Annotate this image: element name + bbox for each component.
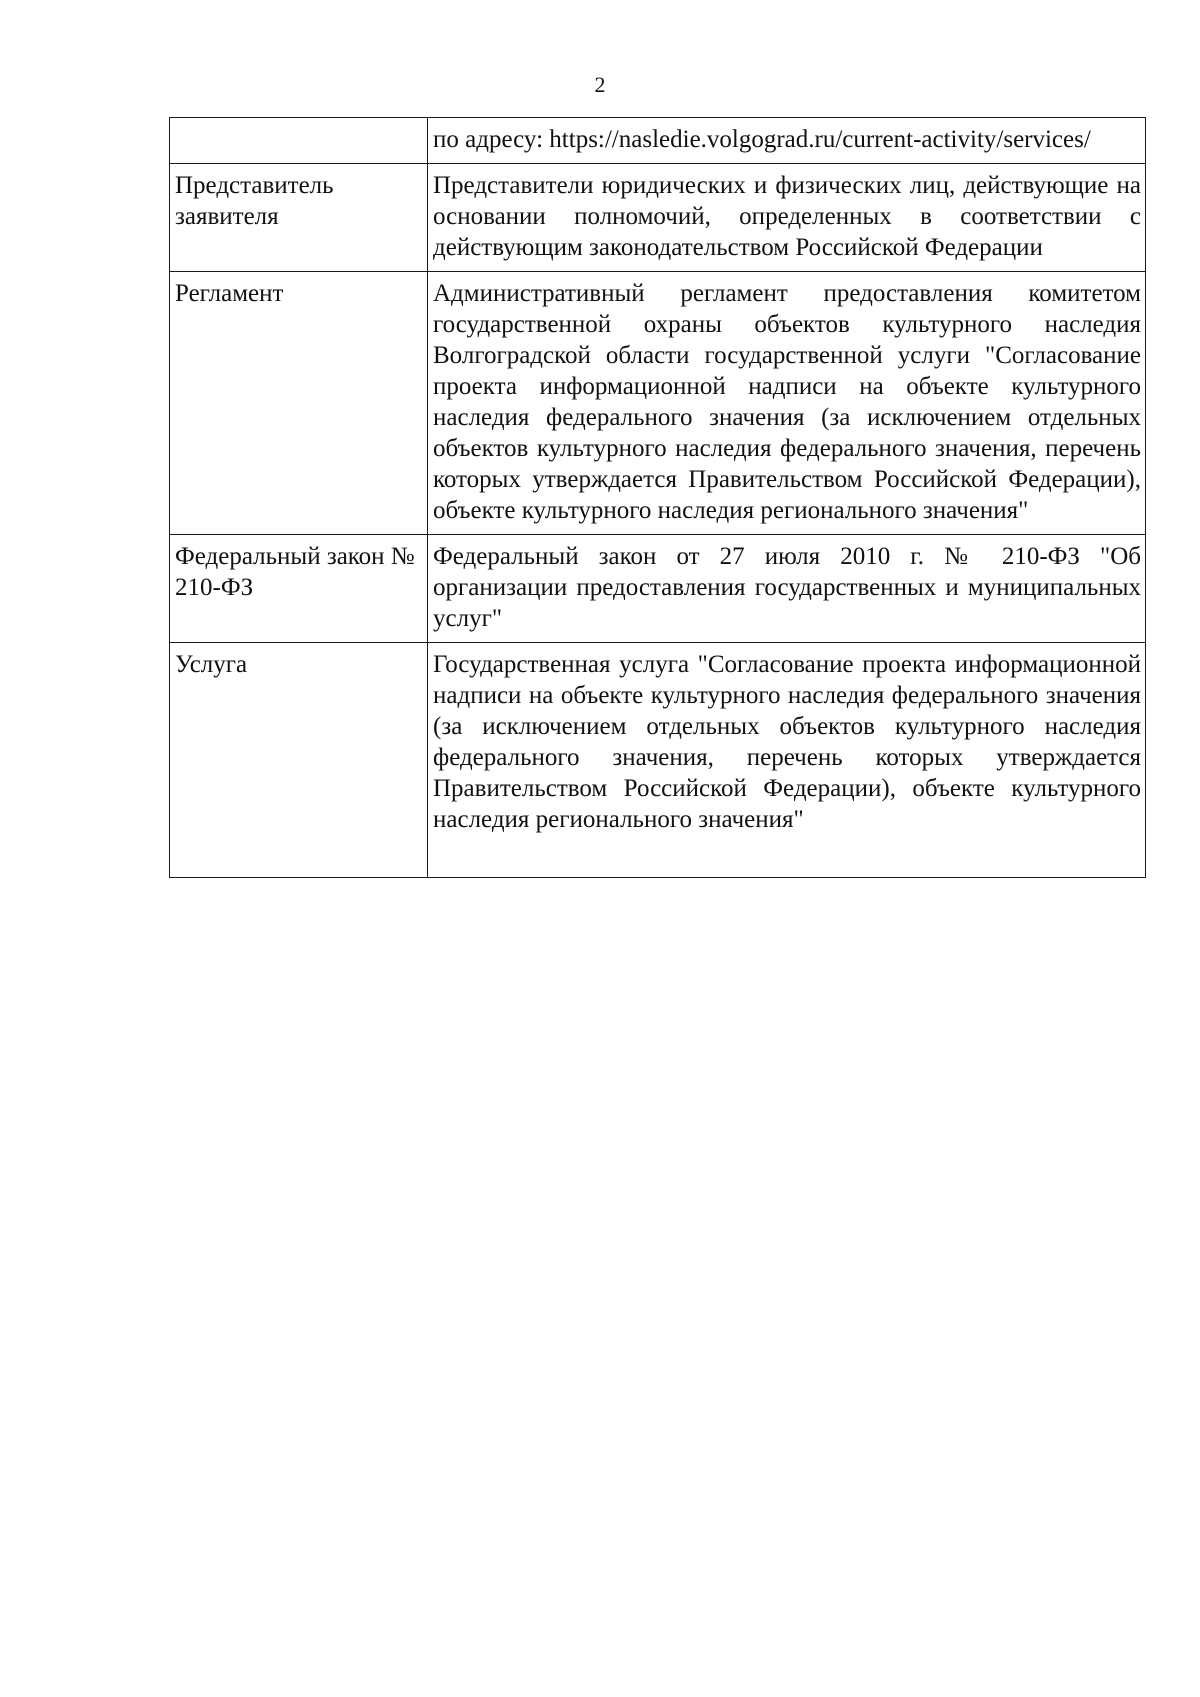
term-cell <box>170 118 428 164</box>
definitions-table <box>169 117 1146 878</box>
table-row <box>170 535 1146 643</box>
term-cell: Федеральный закон № 210-ФЗ <box>170 535 428 643</box>
term-cell: Представитель заявителя <box>170 164 428 272</box>
description-cell: Представители юридических и физических лиц, действующие на основании полномочий, определенных в соответствии с действующим законодательством Российской Федерации <box>428 164 1146 272</box>
term-cell: Услуга <box>170 643 428 878</box>
table-row <box>170 643 1146 878</box>
description-cell: Государственная услуга "Согласование проекта информационной надписи на объекте культурного наследия федерального значения (за исключением отдельных объектов культурного наследия федерального значения, перечень которых утверждается Правительством Российской Федерации), объекте культурного наследия регионального значения" <box>428 643 1146 878</box>
description-cell: Административный регламент предоставления комитетом государственной охраны объектов культурного наследия Волгоградской области государственной услуги "Согласование проекта информационной надписи на объекте культурного наследия федерального значения (за исключением отдельных объектов культурного наследия федерального значения, перечень которых утверждается Правительством Российской Федерации), объекте культурного наследия регионального значения" <box>428 272 1146 535</box>
page-number: 2 <box>594 72 606 97</box>
term-cell: Регламент <box>170 272 428 535</box>
description-cell: Федеральный закон от 27 июля 2010 г. № 210-ФЗ "Об организации предоставления государственных и муниципальных услуг" <box>428 535 1146 643</box>
table-row <box>170 164 1146 272</box>
table-row <box>170 118 1146 164</box>
description-cell: по адресу: https://nasledie.volgograd.ru/current-activity/services/ <box>428 118 1146 164</box>
table-row <box>170 272 1146 535</box>
